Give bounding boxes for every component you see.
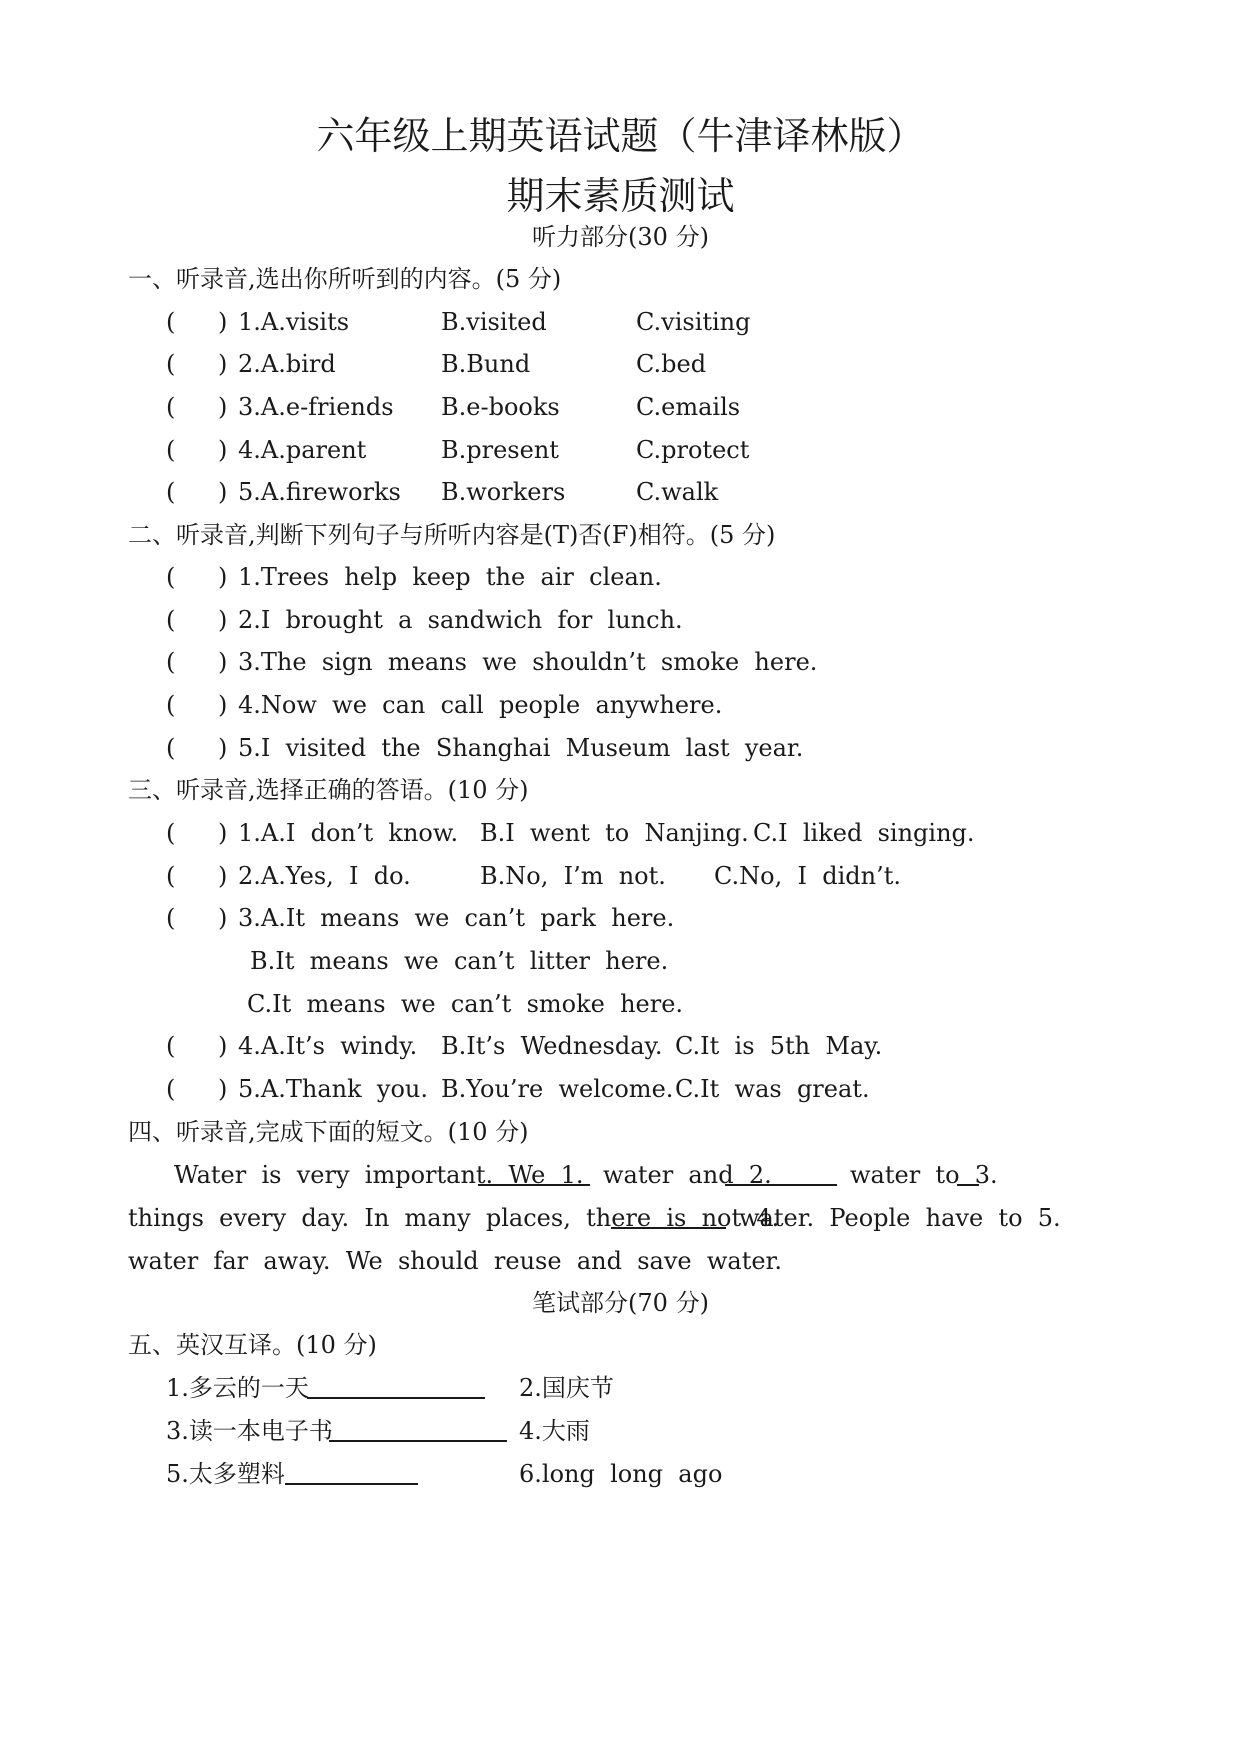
option-b: B.I went to Nanjing. [480, 819, 749, 847]
answer-paren-close: ) [218, 308, 228, 336]
answer-paren-open: ( [166, 1075, 176, 1103]
statement-text: 4.Now we can call people anywhere. [238, 691, 723, 719]
option-c: C.It is 5th May. [675, 1032, 883, 1060]
item-4-text: 4.大雨 [519, 1417, 590, 1445]
option-b: B.e-books [441, 393, 560, 421]
item-5-text: 5.太多塑料 [166, 1460, 285, 1488]
passage-text: water to 3. [850, 1161, 998, 1189]
option-c: C.I liked singing. [753, 819, 975, 847]
answer-paren-close: ) [218, 563, 228, 591]
exam-title: 六年级上期英语试题（牛津译林版） [316, 114, 925, 158]
blank-4[interactable] [611, 1205, 726, 1229]
answer-paren-close: ) [218, 1032, 228, 1060]
blank-1[interactable] [478, 1162, 590, 1186]
answer-paren-open: ( [166, 819, 176, 847]
s3-q3-option-b: B.It means we can’t litter here. [250, 947, 669, 975]
answer-paren-open: ( [166, 308, 176, 336]
answer-paren-open: ( [166, 478, 176, 506]
statement-text: 5.I visited the Shanghai Museum last year. [238, 734, 804, 762]
passage-text: Water is very important. We 1. [174, 1161, 584, 1189]
answer-paren-close: ) [218, 606, 228, 634]
passage-text: water. People have to 5. [739, 1204, 1061, 1232]
blank-2[interactable] [725, 1162, 837, 1186]
passage-text: water and 2. [603, 1161, 772, 1189]
answer-paren-open: ( [166, 862, 176, 890]
section-4-title: 四、听录音,完成下面的短文。(10 分) [128, 1118, 529, 1146]
option-a: 3.A.e-friends [238, 393, 394, 421]
option-b: B.Bund [441, 350, 531, 378]
writing-part-heading: 笔试部分(70 分) [532, 1289, 709, 1317]
option-a: 1.A.I don’t know. [238, 819, 459, 847]
exam-subtitle: 期末素质测试 [506, 174, 735, 218]
option-a: 5.A.Thank you. [238, 1075, 428, 1103]
option-a: 5.A.fireworks [238, 478, 401, 506]
answer-paren-open: ( [166, 648, 176, 676]
answer-paren-close: ) [218, 691, 228, 719]
answer-paren-open: ( [166, 606, 176, 634]
passage-text: things every day. In many places, there is not 4. [128, 1204, 780, 1232]
option-b: B.No, I’m not. [480, 862, 666, 890]
item-1-blank[interactable] [307, 1375, 485, 1399]
option-a: 2.A.bird [238, 350, 336, 378]
option-a: 3.A.It means we can’t park here. [238, 904, 675, 932]
listening-part-heading: 听力部分(30 分) [532, 223, 709, 251]
answer-paren-open: ( [166, 350, 176, 378]
section-3-title: 三、听录音,选择正确的答语。(10 分) [128, 776, 529, 804]
answer-paren-close: ) [218, 436, 228, 464]
option-c: C.bed [636, 350, 707, 378]
item-6-text: 6.long long ago [519, 1460, 723, 1488]
answer-paren-open: ( [166, 904, 176, 932]
answer-paren-open: ( [166, 1032, 176, 1060]
option-c: C.It was great. [675, 1075, 870, 1103]
option-c: C.No, I didn’t. [714, 862, 901, 890]
option-c: C.emails [636, 393, 741, 421]
option-a: 4.A.It’s windy. [238, 1032, 418, 1060]
section-1-title: 一、听录音,选出你所听到的内容。(5 分) [128, 265, 562, 293]
answer-paren-close: ) [218, 734, 228, 762]
answer-paren-close: ) [218, 904, 228, 932]
section-2-title: 二、听录音,判断下列句子与所听内容是(T)否(F)相符。(5 分) [128, 521, 776, 549]
item-2-text: 2.国庆节 [519, 1374, 614, 1402]
statement-text: 1.Trees help keep the air clean. [238, 563, 662, 591]
answer-paren-close: ) [218, 819, 228, 847]
statement-text: 2.I brought a sandwich for lunch. [238, 606, 683, 634]
answer-paren-close: ) [218, 393, 228, 421]
blank-3[interactable] [957, 1162, 979, 1186]
option-c: C.protect [636, 436, 750, 464]
answer-paren-open: ( [166, 691, 176, 719]
answer-paren-open: ( [166, 393, 176, 421]
item-1-text: 1.多云的一天 [166, 1374, 309, 1402]
option-a: 1.A.visits [238, 308, 350, 336]
s4-paragraph-line-3: water far away. We should reuse and save water. [128, 1247, 783, 1275]
option-b: B.You’re welcome. [441, 1075, 674, 1103]
option-a: 4.A.parent [238, 436, 367, 464]
option-c: C.visiting [636, 308, 751, 336]
option-c: C.walk [636, 478, 719, 506]
answer-paren-close: ) [218, 478, 228, 506]
item-3-text: 3.读一本电子书 [166, 1417, 333, 1445]
answer-paren-open: ( [166, 436, 176, 464]
option-b: B.present [441, 436, 559, 464]
option-b: B.workers [441, 478, 566, 506]
answer-paren-close: ) [218, 1075, 228, 1103]
item-3-blank[interactable] [329, 1418, 507, 1442]
section-5-title: 五、英汉互译。(10 分) [128, 1331, 377, 1359]
item-5-blank[interactable] [285, 1461, 418, 1485]
option-b: B.It’s Wednesday. [441, 1032, 663, 1060]
answer-paren-close: ) [218, 862, 228, 890]
s3-q3-option-c: C.It means we can’t smoke here. [247, 990, 684, 1018]
option-a: 2.A.Yes, I do. [238, 862, 411, 890]
answer-paren-close: ) [218, 648, 228, 676]
answer-paren-open: ( [166, 563, 176, 591]
answer-paren-open: ( [166, 734, 176, 762]
option-b: B.visited [441, 308, 547, 336]
answer-paren-close: ) [218, 350, 228, 378]
statement-text: 3.The sign means we shouldn’t smoke here. [238, 648, 818, 676]
